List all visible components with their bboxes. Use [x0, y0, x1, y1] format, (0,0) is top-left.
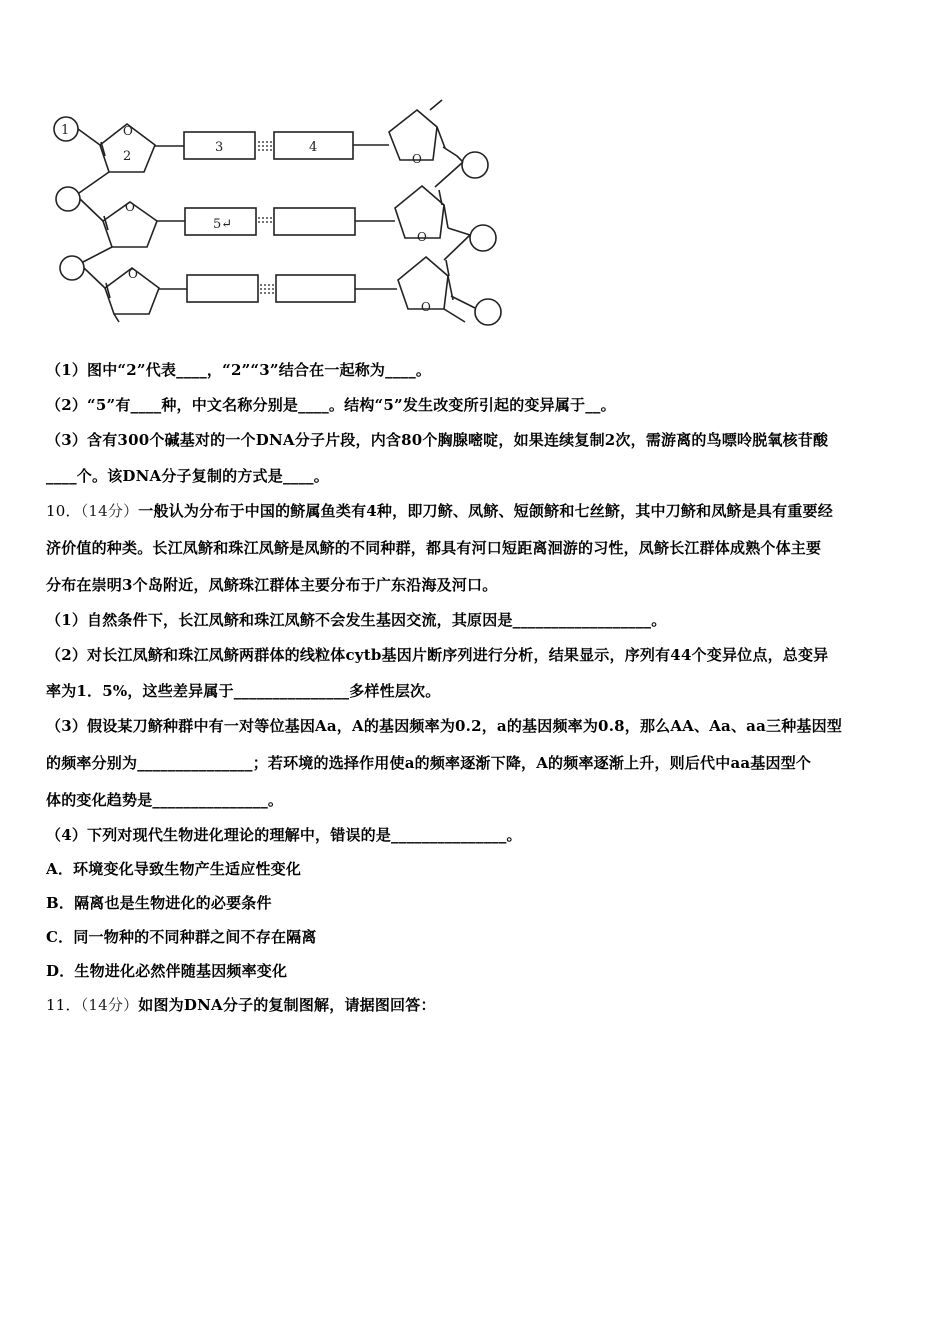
q10-option-c: C．同一物种的不同种群之间不存在隔离 — [46, 928, 317, 946]
diagram-label-5: 5↵ — [213, 217, 233, 232]
base-box-right-2 — [274, 208, 355, 235]
sugar-oxygen-label: O — [412, 152, 422, 166]
q10-intro-line1 — [46, 501, 916, 521]
q10-score: （14分） — [80, 502, 139, 520]
q10-part1: （1）自然条件下，长江凤鲚和珠江凤鲚不会发生基因交流，其原因是__________________。 — [46, 611, 667, 629]
q10-intro-line3: 分布在崇明3个岛附近，凤鲚珠江群体主要分布于广东沿海及河口。 — [46, 576, 498, 594]
q10-part3-line3: 体的变化趋势是_______________。 — [46, 791, 284, 809]
q11-text: 如图为DNA分子的复制图解，请据图回答： — [138, 996, 436, 1014]
phosphate-circle-right-3 — [475, 299, 501, 325]
q10-part3-line1: （3）假设某刀鲚种群中有一对等位基因Aa，A的基因频率为0.2，a的基因频率为0.8，那么AA、Aa、aa三种基因型 — [46, 717, 843, 735]
q9-part3-line1: （3）含有300个碱基对的一个DNA分子片段，内含80个胸腺嘧啶，如果连续复制2次，需游离的鸟嘌呤脱氧核苷酸 — [46, 431, 829, 449]
q10-part2-line2: 率为1．5%，这些差异属于_______________多样性层次。 — [46, 682, 441, 700]
sugar-oxygen-label: O — [417, 230, 427, 244]
q11-prompt — [46, 995, 916, 1015]
phosphate-circle-left-2 — [56, 187, 80, 211]
diagram-label-4: 4 — [309, 140, 318, 155]
base-box-right-3 — [276, 275, 355, 302]
q10-option-a: A．环境变化导致生物产生适应性变化 — [46, 860, 302, 878]
dna-structure-diagram — [45, 90, 515, 335]
q10-option-d: D．生物进化必然伴随基因频率变化 — [46, 962, 288, 980]
q11-number: 11． — [46, 996, 81, 1014]
q10-intro-text: 一般认为分布于中国的鲚属鱼类有4种，即刀鲚、凤鲚、短颌鲚和七丝鲚，其中刀鲚和凤鲚是具有重要经 — [138, 502, 833, 520]
q10-option-b: B．隔离也是生物进化的必要条件 — [46, 894, 272, 912]
q10-part2-line1: （2）对长江凤鲚和珠江凤鲚两群体的线粒体cytb基因片断序列进行分析，结果显示，序列有44个变异位点，总变异 — [46, 646, 829, 664]
q10-part3-line2: 的频率分别为_______________；若环境的选择作用使a的频率逐渐下降，A的频率逐渐上升，则后代中aa基因型个 — [46, 754, 812, 772]
sugar-oxygen-label: O — [421, 300, 431, 314]
sugar-oxygen-label: O — [123, 124, 133, 138]
q10-intro-line2: 济价值的种类。长江凤鲚和珠江凤鲚是凤鲚的不同种群，都具有河口短距离洄游的习性，凤鲚长江群体成熟个体主要 — [46, 539, 822, 557]
phosphate-circle-right-2 — [470, 225, 496, 251]
sugar-oxygen-label: O — [128, 267, 138, 281]
q9-part2: （2）“5”有____种，中文名称分别是____。结构“5”发生改变所引起的变异属于__。 — [46, 396, 616, 414]
diagram-label-2: 2 — [123, 149, 132, 164]
q10-number: 10． — [46, 502, 81, 520]
q10-part4: （4）下列对现代生物进化理论的理解中，错误的是_______________。 — [46, 826, 522, 844]
diagram-label-3: 3 — [215, 140, 224, 155]
diagram-label-1: 1 — [61, 123, 70, 138]
q9-part3-line2: ____个。该DNA分子复制的方式是____。 — [46, 467, 329, 485]
q11-score: （14分） — [80, 996, 139, 1014]
sugar-oxygen-label: O — [125, 200, 135, 214]
q9-part1: （1）图中“2”代表____，“2”“3”结合在一起称为____。 — [46, 361, 432, 379]
phosphate-circle-right-1 — [462, 152, 488, 178]
base-box-left-3 — [187, 275, 258, 302]
phosphate-circle-left-3 — [60, 256, 84, 280]
